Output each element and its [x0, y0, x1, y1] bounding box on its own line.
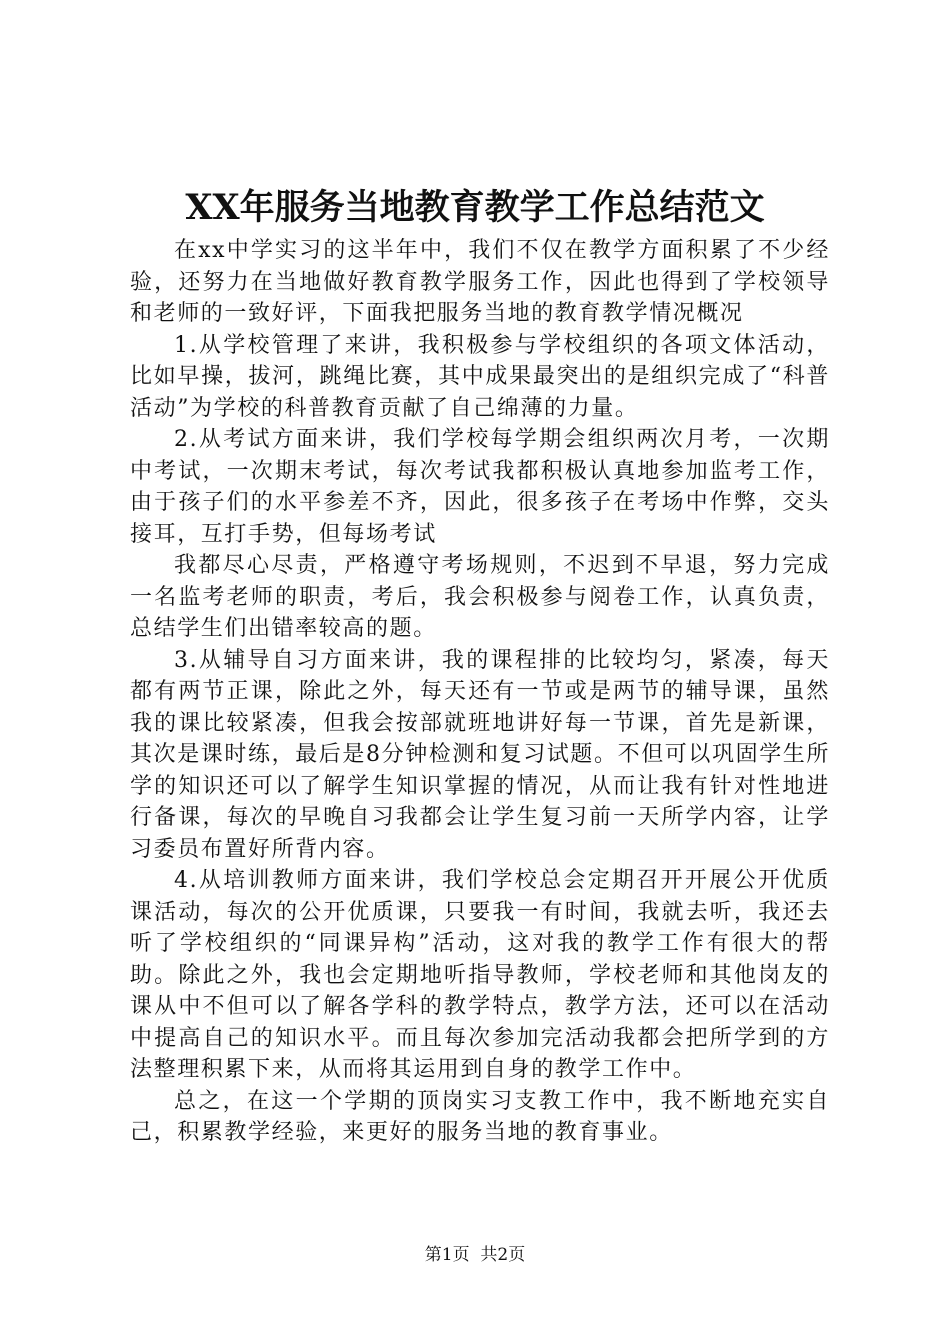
paragraph-teacher-training: 4.从培训教师方面来讲，我们学校总会定期召开开展公开优质课活动，每次的公开优质课，只要我一有时间，我就去听，我还去听了学校组织的“同课异构”活动，这对我的教学工作有很大的帮助。除此之外，我也会定期地听指导教师，学校老师和其他岗友的课从中不但可以了解各学科的教学特点，教学方法，还可以在活动中提高自己的知识水平。而且每次参加完活动我都会把所学到的方法整理积累下来，从而将其运用到自身的教学工作中。	[130, 868, 830, 1082]
document-title: XX年服务当地教育教学工作总结范文	[185, 187, 765, 228]
document-body	[130, 235, 830, 1149]
paragraph-self-study: 3.从辅导自习方面来讲，我的课程排的比较均匀，紧凑，每天都有两节正课，除此之外，每天还有一节或是两节的辅导课，虽然我的课比较紧凑，但我会按部就班地讲好每一节课，首先是新课，其次是课时练，最后是8分钟检测和复习试题。不但可以巩固学生所学的知识还可以了解学生知识掌握的情况，从而让我有针对性地进行备课，每次的早晚自习我都会让学生复习前一天所学内容，让学习委员布置好所背内容。	[130, 647, 830, 862]
paragraph-invigilation: 我都尽心尽责，严格遵守考场规则，不迟到不早退，努力完成一名监考老师的职责，考后，我会积极参与阅卷工作，认真负责，总结学生们出错率较高的题。	[130, 553, 830, 641]
paragraph-conclusion: 总之，在这一个学期的顶岗实习支教工作中，我不断地充实自己，积累教学经验，来更好的服务当地的教育事业。	[130, 1088, 830, 1145]
page-footer	[0, 1243, 950, 1267]
paragraph-exams: 2.从考试方面来讲，我们学校每学期会组织两次月考，一次期中考试，一次期末考试，每次考试我都积极认真地参加监考工作，由于孩子们的水平参差不齐，因此，很多孩子在考场中作弊，交头接耳，互打手势，但每场考试	[130, 427, 830, 547]
page-number: 第1页 共2页	[424, 1245, 526, 1265]
paragraph-intro: 在xx中学实习的这半年中，我们不仅在教学方面积累了不少经验，还努力在当地做好教育教学服务工作，因此也得到了学校领导和老师的一致好评，下面我把服务当地的教育教学情况概况	[130, 238, 830, 326]
paragraph-school-management: 1.从学校管理了来讲，我积极参与学校组织的各项文体活动，比如早操，拔河，跳绳比赛，其中成果最突出的是组织完成了“科普活动”为学校的科普教育贡献了自己绵薄的力量。	[130, 332, 830, 421]
